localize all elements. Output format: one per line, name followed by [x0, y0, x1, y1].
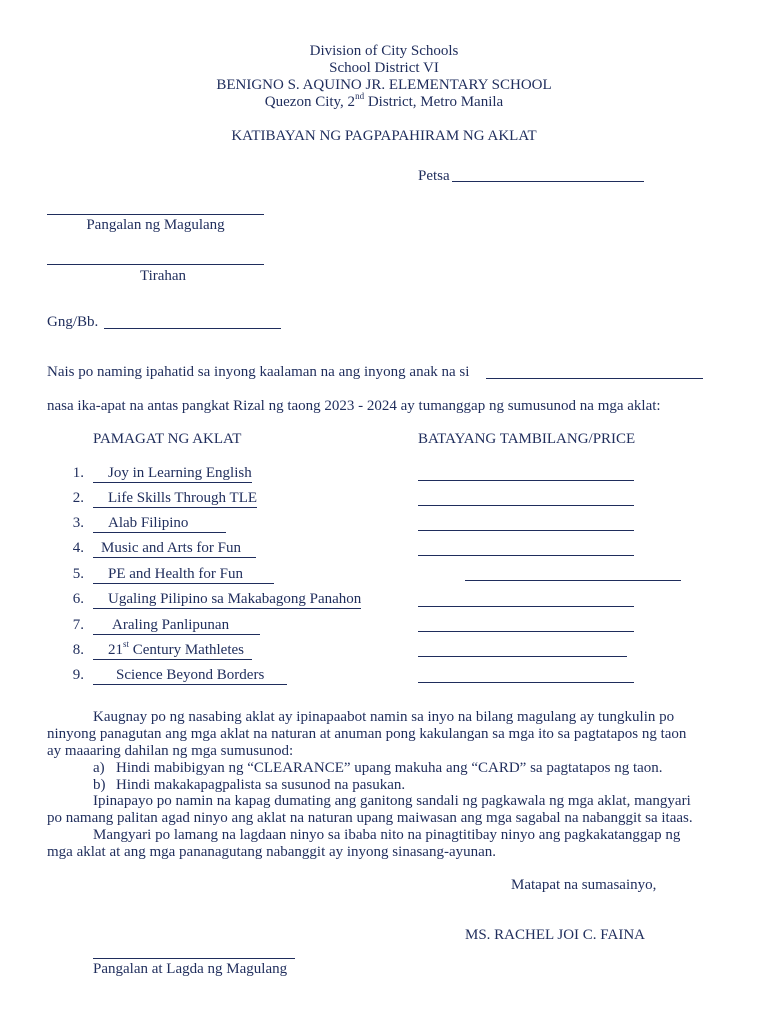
division-name: Division of City Schools	[309, 43, 459, 59]
price-field[interactable]	[418, 480, 634, 481]
book-number: 2.	[72, 490, 84, 506]
book-title-sup: st	[123, 639, 130, 649]
list-marker-a: a)	[93, 760, 105, 776]
book-number: 8.	[72, 642, 84, 658]
price-field[interactable]	[465, 580, 681, 581]
address-label: Tirahan	[139, 268, 187, 284]
closing-text: Matapat na sumasainyo,	[511, 877, 657, 893]
intro-line-1: Nais po naming ipahatid sa inyong kaalaman na ang inyong anak na si	[47, 364, 470, 380]
book-title-number: 21	[108, 642, 123, 658]
price-field[interactable]	[418, 606, 634, 607]
body-paragraph-3: Mangyari po lamang na lagdaan ninyo sa ibaba nito na pinagtitibay ninyo ang pagkakatanggap ng	[93, 827, 681, 843]
parent-name-label: Pangalan ng Magulang	[86, 217, 225, 233]
column-price-header: BATAYANG TAMBILANG/PRICE	[418, 431, 636, 447]
document-title: KATIBAYAN NG PAGPAPAHIRAM NG AKLAT	[231, 128, 537, 144]
body-paragraph-3-line-2: mga aklat at ang mga pananagutang nabanggit ay inyong sinasang-ayunan.	[47, 844, 497, 860]
book-title: Araling Panlipunan	[93, 617, 260, 635]
book-title: Science Beyond Borders	[93, 667, 287, 685]
list-marker-b: b)	[93, 777, 106, 793]
consequence-a: Hindi mabibigyan ng “CLEARANCE” upang makuha ang “CARD” sa pagtatapos ng taon.	[116, 760, 663, 776]
intro-line-2: nasa ika-apat na antas pangkat Rizal ng taong 2023 - 2024 ay tumanggap ng sumusunod na mga aklat:	[47, 398, 661, 414]
consequence-b: Hindi makakapagpalista sa susunod na pasukan.	[116, 777, 406, 793]
district-name: School District VI	[329, 60, 439, 76]
petsa-field[interactable]	[452, 181, 644, 182]
price-field[interactable]	[418, 555, 634, 556]
school-address	[0, 91, 768, 111]
book-title	[93, 639, 252, 660]
body-paragraph-2-line-2: po namang palitan agad ninyo ang aklat na naturan upang maiwasan ang mga sagabal na nabanggit sa itaas.	[47, 810, 693, 826]
book-title: PE and Health for Fun	[93, 566, 274, 584]
body-paragraph-1-line-2: ninyong panagutan ang mga aklat na naturan at anuman pong kakulangan sa mga ito sa pagtatapos ng taon	[47, 726, 687, 742]
book-title: Ugaling Pilipino sa Makabagong Panahon	[93, 591, 361, 609]
book-title: Joy in Learning English	[93, 465, 252, 483]
book-number: 5.	[72, 566, 84, 582]
book-number: 3.	[72, 515, 84, 531]
signatory-name: MS. RACHEL JOI C. FAINA	[465, 927, 646, 943]
parent-name-field[interactable]	[47, 214, 264, 215]
price-field[interactable]	[418, 530, 634, 531]
petsa-label: Petsa	[418, 168, 450, 184]
school-name: BENIGNO S. AQUINO JR. ELEMENTARY SCHOOL	[216, 77, 552, 93]
address-text: Quezon City, 2	[264, 94, 356, 110]
address-sup: nd	[355, 91, 365, 101]
parent-signature-label: Pangalan at Lagda ng Magulang	[93, 961, 288, 977]
book-title: Alab Filipino	[93, 515, 226, 533]
parent-signature-field[interactable]	[93, 958, 295, 959]
gng-label: Gng/Bb.	[47, 314, 99, 330]
book-number: 7.	[72, 617, 84, 633]
address-field[interactable]	[47, 264, 264, 265]
price-field[interactable]	[418, 682, 634, 683]
book-number: 1.	[72, 465, 84, 481]
body-paragraph-2: Ipinapayo po namin na kapag dumating ang ganitong sandali ng pagkawala ng mga aklat, mangyari	[93, 793, 691, 809]
book-number: 4.	[72, 540, 84, 556]
book-number: 6.	[72, 591, 84, 607]
gng-name-field[interactable]	[104, 328, 281, 329]
price-field[interactable]	[418, 505, 634, 506]
body-paragraph-1: Kaugnay po ng nasabing aklat ay ipinapaabot namin sa inyo na bilang magulang ay tungkulin po	[93, 709, 675, 725]
price-field[interactable]	[418, 631, 634, 632]
book-title: Life Skills Through TLE	[93, 490, 257, 508]
child-name-field[interactable]	[486, 378, 703, 379]
address-text-post: District, Metro Manila	[364, 94, 504, 110]
price-field[interactable]	[418, 656, 627, 657]
column-title-header: PAMAGAT NG AKLAT	[93, 431, 242, 447]
body-paragraph-1-line-3: ay maaaring dahilan ng mga sumusunod:	[47, 743, 294, 759]
book-title: Music and Arts for Fun	[93, 540, 256, 558]
book-number: 9.	[72, 667, 84, 683]
book-title-text: Century Mathletes	[129, 642, 244, 658]
